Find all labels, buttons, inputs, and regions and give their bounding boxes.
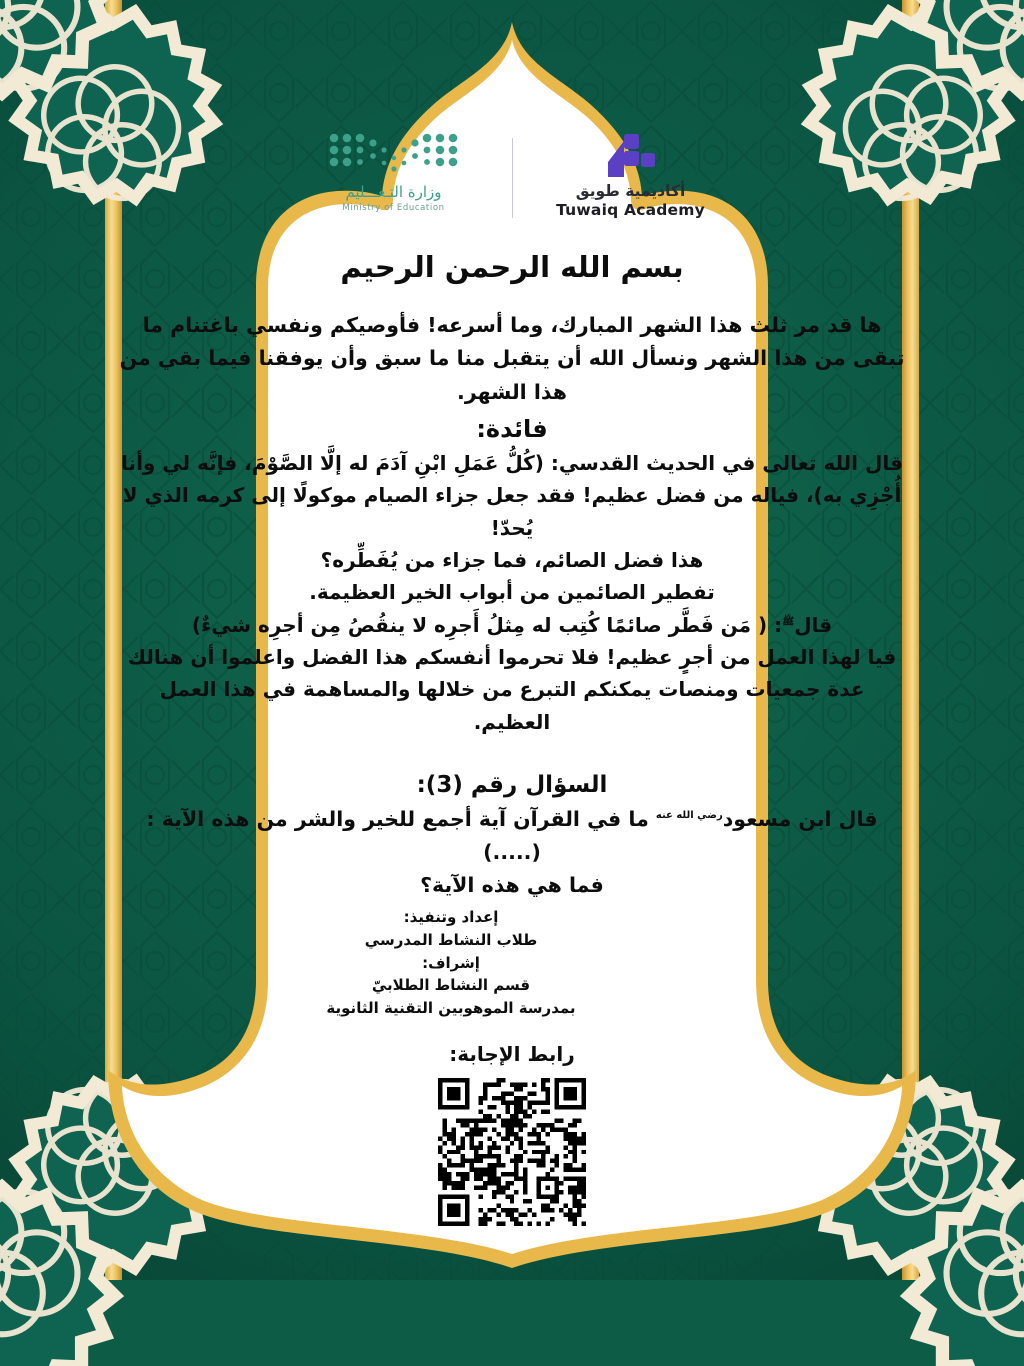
ministry-of-education-logo [294, 132, 494, 213]
bismillah-heading: بسم الله الرحمن الرحيم [340, 250, 684, 284]
iftar-virtue-line: تفطير الصائمين من أبواب الخير العظيمة. [309, 580, 715, 605]
question-narrator: قال ابن مسعود [722, 806, 878, 831]
qr-code-container[interactable] [438, 1078, 586, 1226]
answer-link-label: رابط الإجابة: [449, 1042, 575, 1066]
credits-block [0, 906, 902, 1020]
supervision-by: قسم النشاط الطلابيّ [371, 976, 531, 995]
tuwaiq-mountain-logo-icon [594, 132, 668, 178]
poster-text-block [118, 248, 906, 902]
intro-paragraph: ها قد مر ثلث هذا الشهر المبارك، وما أسرعه! فأوصيكم ونفسي باغتنام ما تبقى من هذا الشهر ونسأل الله أن يتقبل منا ما سبق وأن يوفقنا فيما بقي من هذا الشهر. [119, 313, 905, 404]
ministry-logo-arabic: وزارة التـعـــليم [345, 183, 442, 201]
fasting-reward-question: هذا فضل الصائم، فما جزاء من يُفَطِّره؟ [320, 547, 704, 572]
school-name: بمدرسة الموهوبين التقنية الثانوية [326, 999, 576, 1018]
sallallahu-alayhi-wasallam-icon: ﷺ [782, 616, 795, 628]
tuwaiq-logo-arabic: أكاديمية طويق [575, 182, 686, 200]
closing-paragraph: فيا لهذا العمل من أجرٍ عظيم! فلا تحرموا أنفسكم هذا الفضل واعلموا أن هنالك عدة جمعيات ومنصات يمكنكم التبرع من خلالها والمساهمة في هذا العمل العظيم. [127, 645, 897, 734]
question-body: ما في القرآن آية أجمع للخير والشر من هذه الآية : (.....) [146, 806, 649, 864]
ministry-of-education-dots-logo-icon [328, 132, 460, 178]
question-title: السؤال رقم (3): [416, 772, 608, 799]
ministry-logo-english: Ministry of Education [342, 203, 445, 213]
answer-link-section [0, 1042, 1024, 1226]
benefit-heading: فائدة: [476, 414, 548, 443]
section-spacer [118, 738, 906, 768]
hadith-prophet-text: : ( مَن فَطَّر صائمًا كُتِب له مِثلُ أَجرِه لا ينقُصُ مِن أجرِه شيءٌ) [191, 612, 783, 637]
logo-row [0, 132, 1024, 219]
hadith-prophet-line [118, 609, 906, 641]
radiallahu-anhu-icon: رضي الله عنه [655, 809, 723, 821]
hadith-prophet-prefix: قال [794, 612, 833, 637]
question-text [118, 803, 906, 869]
tuwaiq-logo-english: Tuwaiq Academy [556, 201, 705, 219]
qr-code-icon[interactable] [438, 1078, 586, 1226]
logo-divider [512, 138, 513, 218]
supervision-label: إشراف: [422, 953, 480, 972]
prepared-label: إعداد وتنفيذ: [403, 908, 499, 926]
prepared-by: طلاب النشاط المدرسي [364, 930, 538, 949]
question-prompt: فما هي هذه الآية؟ [420, 873, 604, 898]
hadith-qudsi-paragraph: قال الله تعالى في الحديث القدسي: (كُلُّ عَمَلِ ابْنِ آدَمَ له إلَّا الصَّوْمَ، فإنَّه لي وأنا أُجْزِي به)، فياله من فضل عظيم! فقد جعل جزاء الصيام موكولًا إلى كرمه الذي لا يُحدّ! [121, 450, 903, 540]
tuwaiq-academy-logo [531, 132, 731, 219]
